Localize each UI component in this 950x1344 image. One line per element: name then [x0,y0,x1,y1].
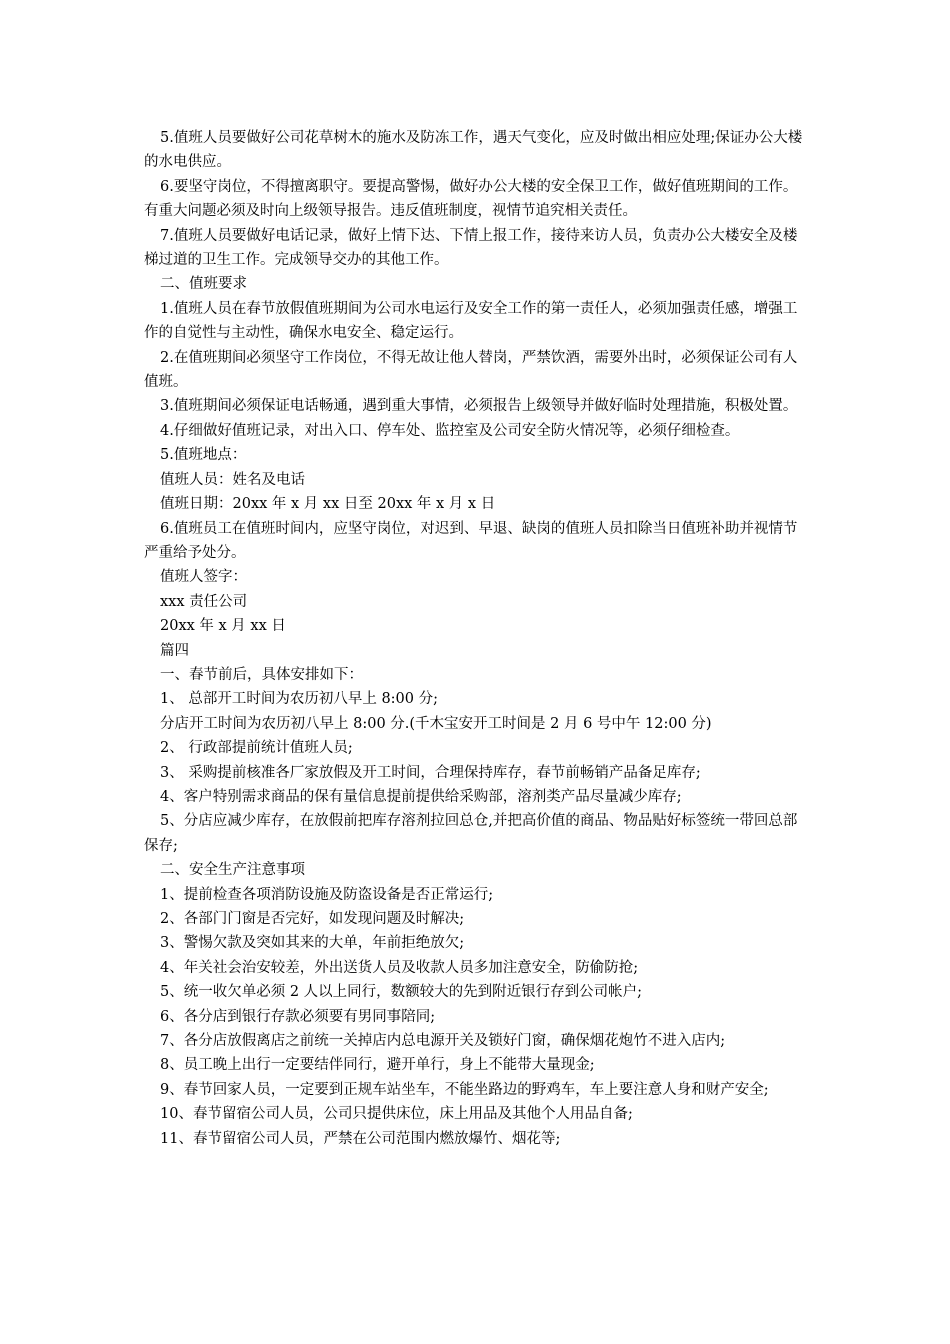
paragraph-company: xxx 责任公司 [160,593,248,610]
paragraph-safety-2: 2、各部门门窗是否完好，如发现问题及时解决; [160,911,465,927]
paragraph-safety-4: 4、年关社会治安较差，外出送货人员及收款人员多加注意安全，防偷防抢; [160,959,639,976]
paragraph-safety-6: 6、各分店到银行存款必须要有男同事陪同; [160,1008,436,1025]
paragraph-safety-5: 5、统一收欠单必须 2 人以上同行，数额较大的先到附近银行存到公司帐户; [160,984,643,1001]
paragraph-requirement-2: 2.在值班期间必须坚守工作岗位，不得无故让他人替岗，严禁饮酒，需要外出时，必须保证公司有人值班。 [144,349,798,391]
paragraph-arrangement-1: 1、 总部开工时间为农历初八早上 8:00 分; [160,691,438,708]
paragraph-duty-date: 值班日期：20xx 年 x 月 xx 日至 20xx 年 x 月 x 日 [160,496,496,513]
paragraph-arrangement-4: 4、客户特别需求商品的保有量信息提前提供给采购部，溶剂类产品尽量减少库存; [160,788,682,805]
paragraph-arrangement-2: 2、 行政部提前统计值班人员; [160,740,353,757]
paragraph-arrangement-3: 3、 采购提前核准各厂家放假及开工时间，合理保持库存，春节前畅销产品备足库存; [160,764,701,781]
paragraph-safety-3: 3、警惕欠款及突如其来的大单，年前拒绝放欠; [160,935,465,952]
section-heading-safety: 二、安全生产注意事项 [160,862,305,879]
paragraph-signature: 值班人签字： [160,569,247,586]
paragraph-sign-date: 20xx 年 x 月 xx 日 [160,618,286,635]
section-heading-arrangements: 一、春节前后，具体安排如下： [160,666,363,683]
paragraph-safety-1: 1、提前检查各项消防设施及防盗设备是否正常运行; [160,886,494,903]
paragraph-requirement-5: 5.值班地点： [160,447,247,464]
paragraph-safety-7: 7、各分店放假离店之前统一关掉店内总电源开关及锁好门窗，确保烟花炮竹不进入店内; [160,1033,726,1050]
document-page [144,126,806,1151]
paragraph-requirement-4: 4.仔细做好值班记录，对出入口、停车处、监控室及公司安全防火情况等，必须仔细检查。 [160,422,740,439]
paragraph-safety-11: 11、春节留宿公司人员，严禁在公司范围内燃放爆竹、烟花等; [160,1130,561,1147]
paragraph-duty-staff: 值班人员：姓名及电话 [160,471,305,488]
paragraph-arrangement-5: 5、分店应减少库存，在放假前把库存溶剂拉回总仓,并把高价值的商品、物品贴好标签统一带回总部保存; [144,813,798,854]
paragraph-duty-5: 5.值班人员要做好公司花草树木的施水及防冻工作，遇天气变化，应及时做出相应处理;保证办公大楼的水电供应。 [144,130,803,171]
paragraph-safety-8: 8、员工晚上出行一定要结伴同行，避开单行，身上不能带大量现金; [160,1057,595,1074]
paragraph-safety-10: 10、春节留宿公司人员，公司只提供床位，床上用品及其他个人用品自备; [160,1106,633,1123]
paragraph-requirement-1: 1.值班人员在春节放假值班期间为公司水电运行及安全工作的第一责任人，必须加强责任感，增强工作的自觉性与主动性，确保水电安全、稳定运行。 [144,300,798,342]
paragraph-requirement-3: 3.值班期间必须保证电话畅通，遇到重大事情，必须报告上级领导并做好临时处理措施，积极处置。 [160,398,798,415]
paragraph-safety-9: 9、春节回家人员，一定要到正规车站坐车，不能坐路边的野鸡车，车上要注意人身和财产安全; [160,1081,769,1098]
paragraph-duty-6: 6.要坚守岗位，不得擅离职守。要提高警惕，做好办公大楼的安全保卫工作，做好值班期间的工作。有重大问题必须及时向上级领导报告。违反值班制度，视情节追究相关责任。 [144,178,798,220]
section-heading-duty-requirements: 二、值班要求 [160,276,247,293]
paragraph-requirement-6: 6.值班员工在值班时间内，应坚守岗位，对迟到、早退、缺岗的值班人员扣除当日值班补助并视情节严重给予处分。 [144,520,798,561]
paragraph-duty-7: 7.值班人员要做好电话记录，做好上情下达、下情上报工作，接待来访人员，负责办公大楼安全及楼梯过道的卫生工作。完成领导交办的其他工作。 [144,227,798,269]
paragraph-branch-open-time: 分店开工时间为农历初八早上 8:00 分.(千木宝安开工时间是 2 月 6 号中午 12:00 分) [160,715,712,732]
section-heading-part-four: 篇四 [160,642,189,659]
